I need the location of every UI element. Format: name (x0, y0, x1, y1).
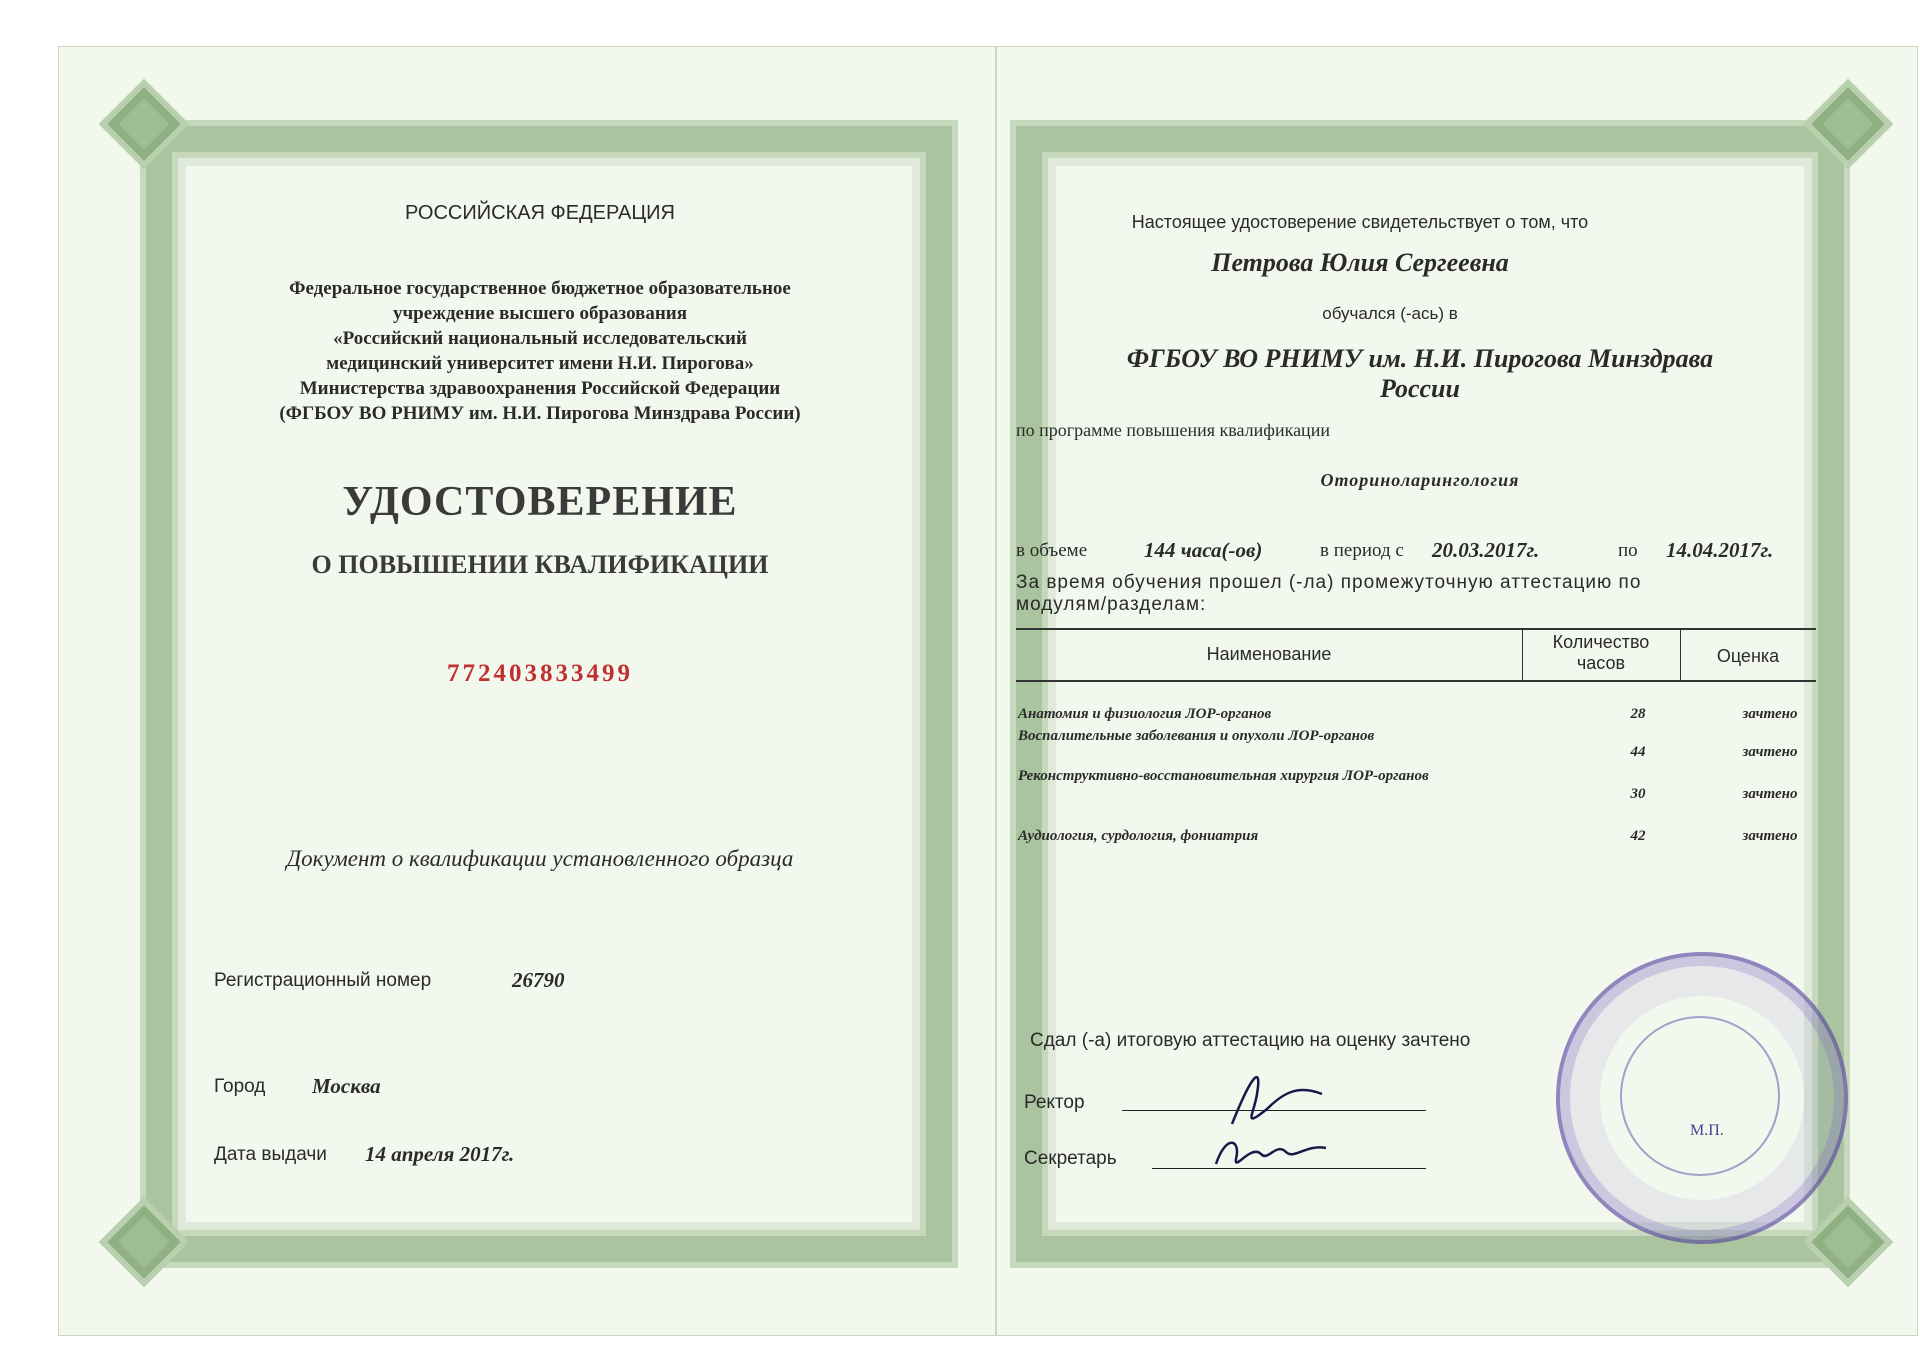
city-value: Москва (312, 1074, 381, 1098)
volume-value: 144 часа(-ов) (1144, 538, 1263, 562)
col-header-hours-line: часов (1576, 653, 1626, 673)
date-to: 14.04.2017г. (1666, 538, 1774, 562)
module-hours: 44 (1630, 744, 1646, 760)
org-line: Федеральное государственное бюджетное образовательное (289, 278, 791, 299)
corner-ornament (1803, 1197, 1894, 1288)
document-title: УДОСТОВЕРЕНИЕ (342, 479, 738, 525)
secretary-label: Секретарь (1024, 1148, 1117, 1169)
col-header-name: Наименование (1206, 644, 1332, 664)
institution-line: ФГБОУ ВО РНИМУ им. Н.И. Пирогова Минздрава (1126, 344, 1714, 373)
issue-date-label: Дата выдачи (214, 1144, 327, 1165)
table-rule (1016, 680, 1816, 682)
corner-ornament (99, 1197, 190, 1288)
module-grade: зачтено (1742, 744, 1798, 760)
corner-ornament (99, 79, 190, 170)
module-grade: зачтено (1742, 706, 1798, 722)
corner-ornament (1803, 79, 1894, 170)
final-attestation: Сдал (-а) итоговую аттестацию на оценку зачтено (1030, 1030, 1471, 1051)
date-from: 20.03.2017г. (1432, 538, 1540, 562)
reg-number-label: Регистрационный номер (214, 970, 432, 991)
document-subtitle: О ПОВЫШЕНИИ КВАЛИФИКАЦИИ (311, 550, 769, 579)
left-page (58, 46, 996, 1336)
attestation-text: За время обучения прошел (-ла) промежуточную аттестацию по (1016, 572, 1642, 593)
program-label: по программе повышения квалификации (1016, 420, 1330, 440)
org-line: (ФГБОУ ВО РНИМУ им. Н.И. Пирогова Минздрава России) (279, 403, 801, 424)
period-label: в период с (1320, 540, 1404, 561)
period-to-label: по (1618, 540, 1638, 561)
person-name: Петрова Юлия Сергеевна (1211, 248, 1509, 277)
institution-line: России (1380, 374, 1460, 403)
module-name: Анатомия и физиология ЛОР-органов (1018, 706, 1272, 722)
col-header-hours-line: Количество (1552, 632, 1650, 652)
module-grade: зачтено (1742, 828, 1798, 844)
secretary-signature (1206, 1124, 1346, 1184)
col-header-grade: Оценка (1716, 646, 1780, 666)
module-name: Воспалительные заболевания и опухоли ЛОР-органов (1018, 728, 1375, 744)
program-name: Оториноларингология (1320, 470, 1520, 490)
module-name: Реконструктивно-восстановительная хирургия ЛОР-органов (1018, 768, 1429, 784)
module-hours: 28 (1630, 706, 1646, 722)
city-label: Город (214, 1076, 266, 1097)
module-name: Аудиология, сурдология, фониатрия (1018, 828, 1259, 844)
rector-label: Ректор (1024, 1092, 1085, 1113)
table-row (1018, 728, 1818, 768)
module-hours: 42 (1630, 828, 1646, 844)
document-type-note: Документ о квалификации установленного образца (286, 846, 794, 871)
issue-date-value: 14 апреля 2017г. (365, 1142, 515, 1166)
module-grade: зачтено (1742, 786, 1798, 802)
studied-text: обучался (-ась) в (1322, 304, 1458, 323)
country-heading: РОССИЙСКАЯ ФЕДЕРАЦИЯ (405, 202, 675, 224)
col-header-hours (1522, 632, 1680, 674)
org-line: учреждение высшего образования (392, 303, 688, 324)
official-stamp-seal (1556, 952, 1848, 1244)
table-row (1018, 768, 1818, 808)
module-hours: 30 (1630, 786, 1646, 802)
table-row (1018, 828, 1818, 868)
org-line: Министерства здравоохранения Российской Федерации (299, 378, 781, 399)
intro-text: Настоящее удостоверение свидетельствует о том, что (1131, 212, 1589, 232)
seal-mark: М.П. (1690, 1122, 1724, 1139)
organization-name (140, 276, 940, 426)
serial-number: 772403833499 (447, 660, 633, 687)
seal-emblem-ring (1620, 1016, 1780, 1176)
institution-name (1000, 344, 1840, 404)
attestation-text-2: модулям/разделам: (1016, 594, 1207, 615)
table-rule (1016, 628, 1816, 630)
volume-label: в объеме (1016, 540, 1088, 561)
reg-number-value: 26790 (512, 968, 565, 992)
org-line: «Российский национальный исследовательский (333, 328, 747, 349)
org-line: медицинский университет имени Н.И. Пирогова» (326, 353, 754, 374)
